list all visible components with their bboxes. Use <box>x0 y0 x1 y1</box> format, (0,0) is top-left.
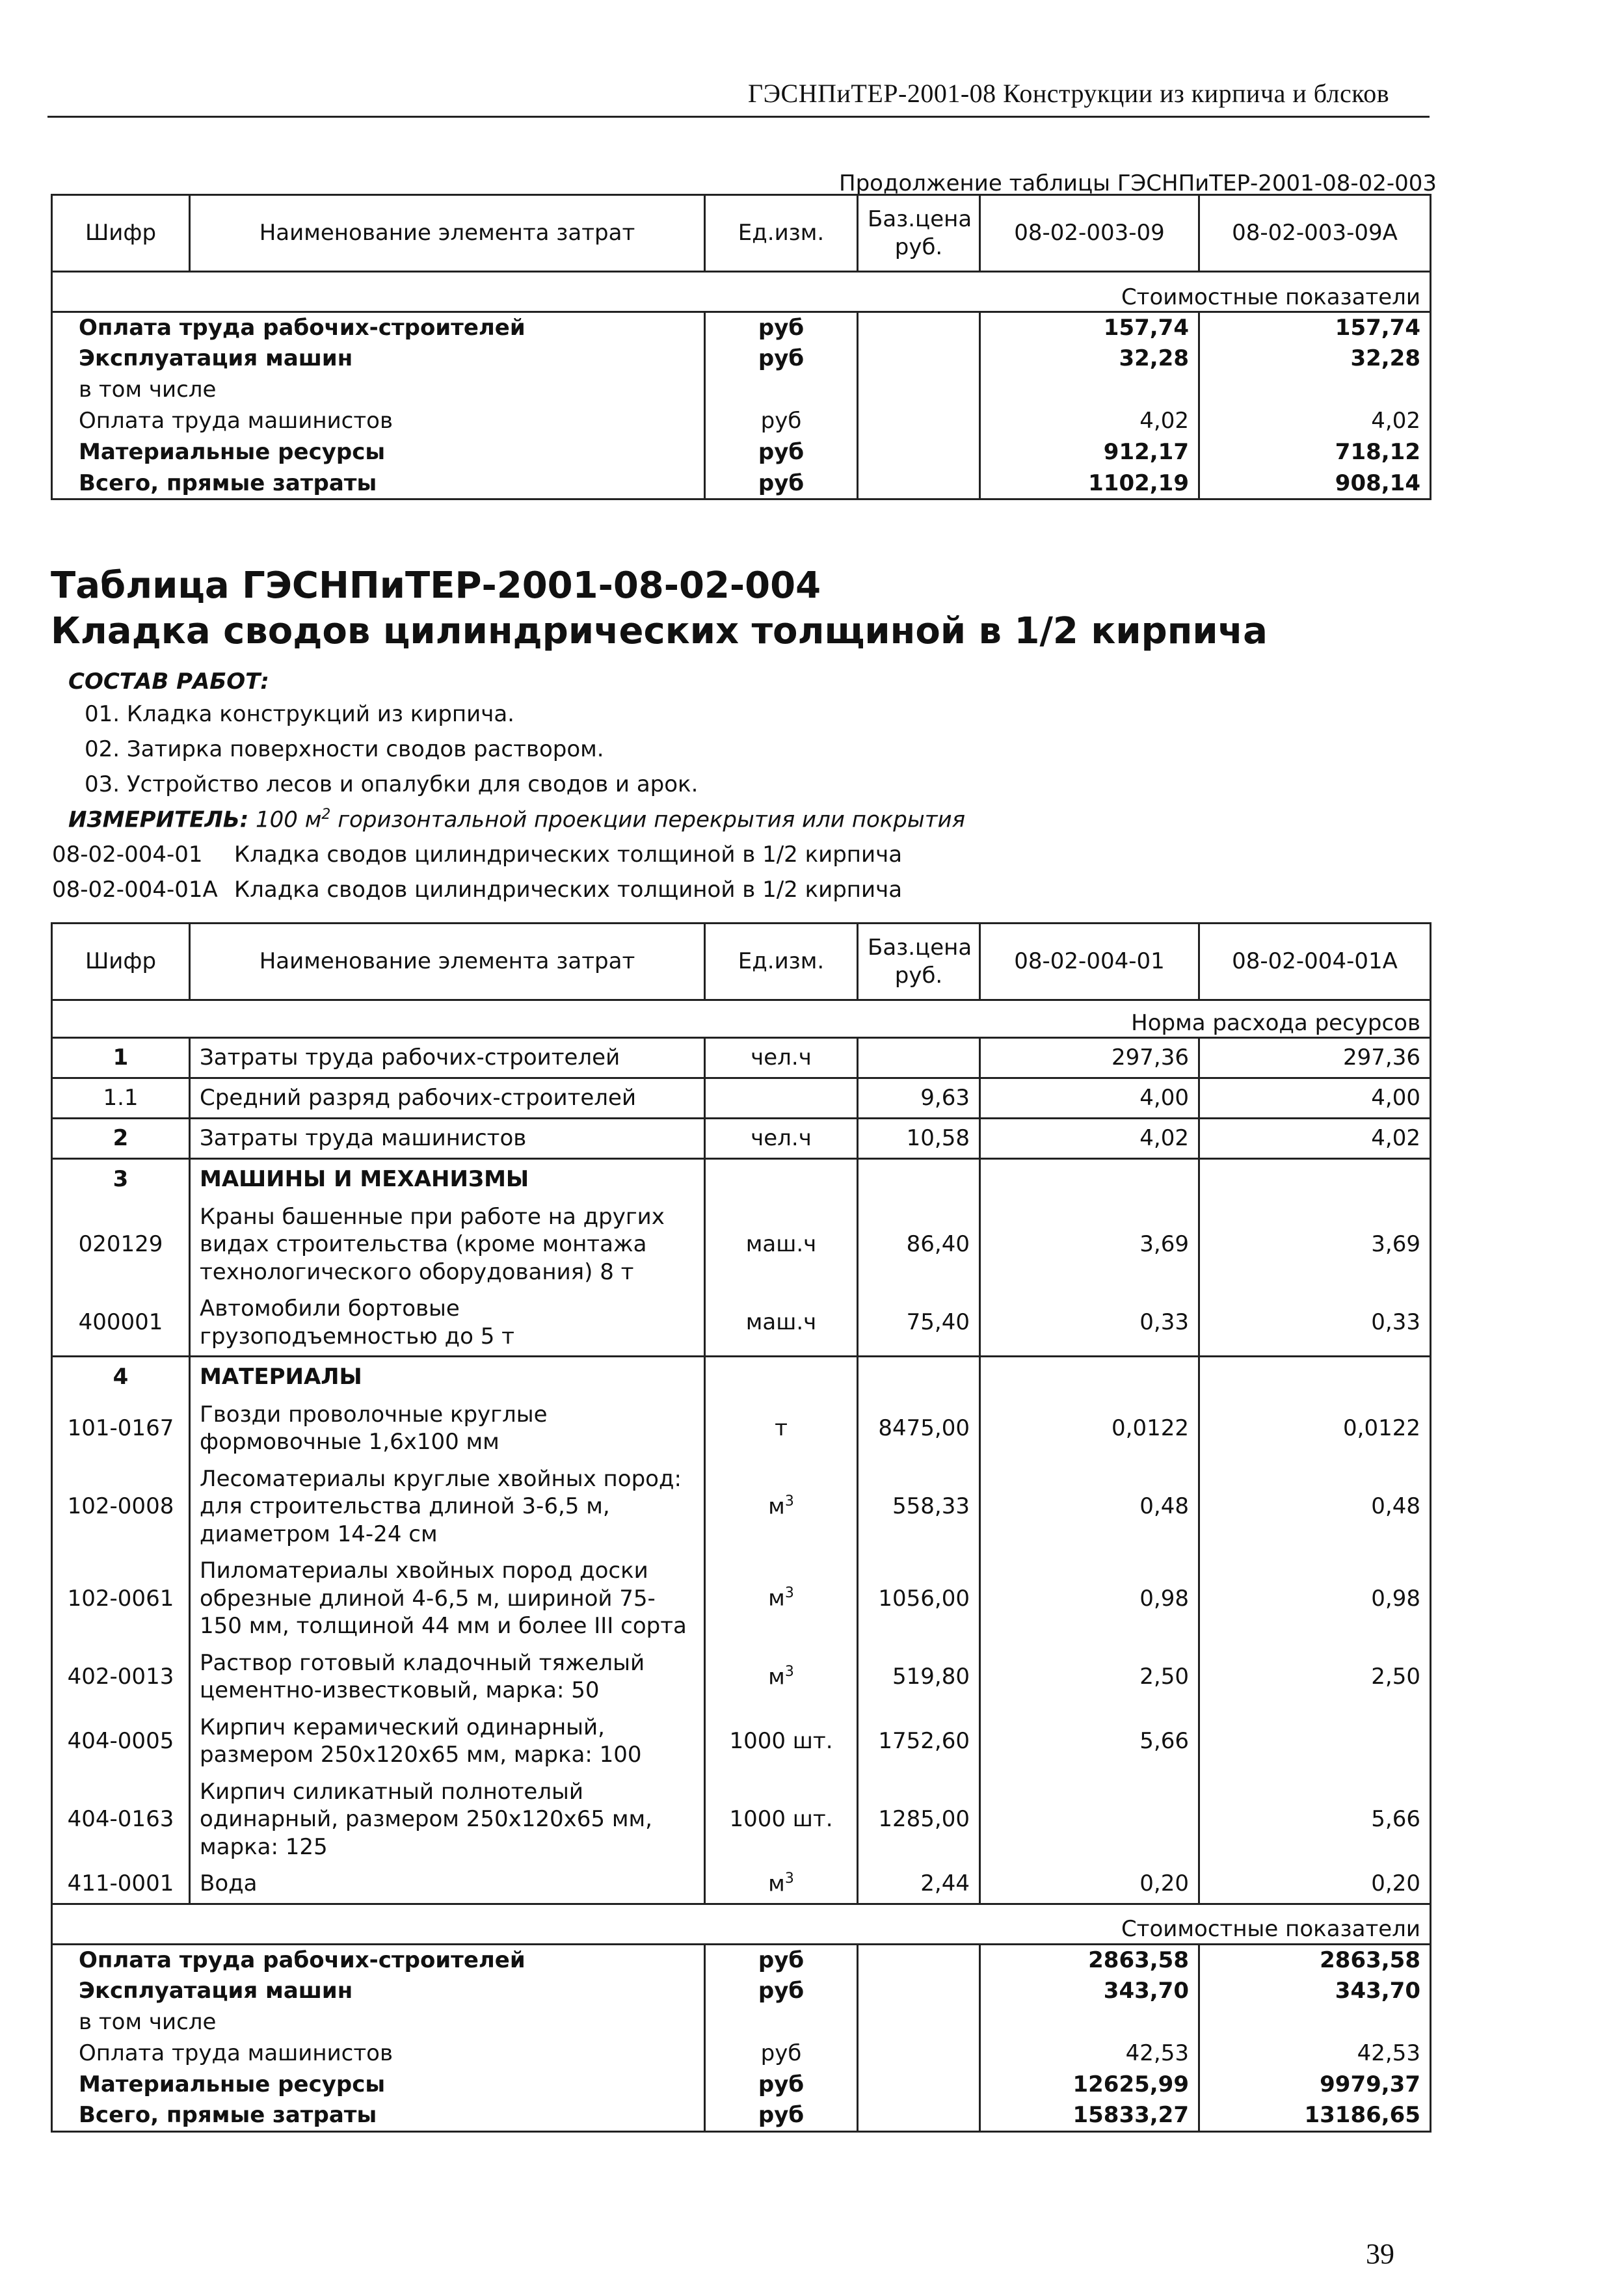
resource-price: 1752,60 <box>858 1710 980 1774</box>
unit-sup: 3 <box>784 1870 794 1887</box>
resource-code: 101-0167 <box>52 1397 190 1461</box>
resource-code: 404-0163 <box>52 1774 190 1867</box>
cost-value-1: 42,53 <box>980 2038 1199 2069</box>
resource-value-2: 5,66 <box>1199 1774 1431 1867</box>
cost-name: Оплата труда машинистов <box>52 406 705 437</box>
resource-value-2: 0,20 <box>1199 1866 1431 1904</box>
cost-value-2: 9979,37 <box>1199 2069 1431 2100</box>
code-text: Кладка сводов цилиндрических толщиной в 1/2 кирпича <box>234 842 903 868</box>
section-empty <box>858 1159 980 1199</box>
cost-value-2: 343,70 <box>1199 1975 1431 2006</box>
row-value-1: 4,00 <box>980 1078 1199 1119</box>
unit-text: м <box>768 1870 785 1897</box>
section-header-row <box>52 1357 1431 1397</box>
cost-unit: руб <box>705 2069 858 2100</box>
resource-unit <box>705 1553 858 1645</box>
cost-price <box>858 312 980 343</box>
resource-name: Краны башенные при работе на других видах строительства (кроме монтажа технологического оборудования) 8 т <box>190 1199 705 1292</box>
cost-row <box>52 312 1431 343</box>
cost-value-1: 912,17 <box>980 437 1199 468</box>
measurer-line <box>68 806 965 832</box>
resource-value-1: 0,48 <box>980 1461 1199 1554</box>
row-value-1: 4,02 <box>980 1119 1199 1159</box>
section-empty <box>1199 1159 1431 1199</box>
cost-value-2: 2863,58 <box>1199 1944 1431 1975</box>
cost-row <box>52 2069 1431 2100</box>
cost-value-2 <box>1199 2006 1431 2038</box>
resource-value-2: 0,33 <box>1199 1291 1431 1357</box>
cost-unit: руб <box>705 2100 858 2131</box>
row-price: 10,58 <box>858 1119 980 1159</box>
resource-code: 102-0061 <box>52 1553 190 1645</box>
resource-name: Раствор готовый кладочный тяжелый цементно-известковый, марка: 50 <box>190 1645 705 1710</box>
row-name: Затраты труда машинистов <box>190 1119 705 1159</box>
resource-value-1: 2,50 <box>980 1645 1199 1710</box>
section-empty <box>705 1357 858 1397</box>
unit-text: м <box>768 1585 785 1612</box>
code-description <box>52 877 902 903</box>
row-code: 2 <box>52 1119 190 1159</box>
section-header-row <box>52 1159 1431 1199</box>
resource-value-2: 3,69 <box>1199 1199 1431 1292</box>
section-name: МАТЕРИАЛЫ <box>190 1357 705 1397</box>
cost-row <box>52 2006 1431 2038</box>
cost-unit: руб <box>705 312 858 343</box>
resource-value-1: 0,20 <box>980 1866 1199 1904</box>
row-code: 1 <box>52 1038 190 1078</box>
header-rule <box>47 116 1430 118</box>
cost-price <box>858 437 980 468</box>
norm-label: Норма расхода ресурсов <box>52 1000 1431 1038</box>
resource-value-2: 0,98 <box>1199 1553 1431 1645</box>
cost-row <box>52 343 1431 375</box>
resource-name: Автомобили бортовые грузоподъемностью до 5 т <box>190 1291 705 1357</box>
row-value-1: 297,36 <box>980 1038 1199 1078</box>
cost-price <box>858 375 980 406</box>
cost-value-2: 157,74 <box>1199 312 1431 343</box>
cost-unit: руб <box>705 406 858 437</box>
unit-sup: 3 <box>784 1585 794 1602</box>
resource-value-1: 0,33 <box>980 1291 1199 1357</box>
header-unit: Ед.изм. <box>705 195 858 272</box>
page-number: 39 <box>1366 2238 1394 2270</box>
cost-unit: руб <box>705 1944 858 1975</box>
cost-unit: руб <box>705 343 858 375</box>
resource-value-1: 3,69 <box>980 1199 1199 1292</box>
section-code: 4 <box>52 1357 190 1397</box>
unit-text: маш.ч <box>745 1309 817 1336</box>
cost-price <box>858 1944 980 1975</box>
resource-code: 402-0013 <box>52 1645 190 1710</box>
cost-value-2 <box>1199 375 1431 406</box>
row-unit: чел.ч <box>705 1038 858 1078</box>
resource-row <box>52 1645 1431 1710</box>
cost-name: Оплата труда рабочих-строителей <box>52 312 705 343</box>
resource-value-2: 0,48 <box>1199 1461 1431 1554</box>
resource-unit <box>705 1710 858 1774</box>
resource-price: 86,40 <box>858 1199 980 1292</box>
row-price: 9,63 <box>858 1078 980 1119</box>
cost-section <box>52 1944 1431 2131</box>
cost-price <box>858 2038 980 2069</box>
resource-name: Пиломатериалы хвойных пород доски обрезные длиной 4-6,5 м, шириной 75-150 мм, толщиной 44 мм и более III сорта <box>190 1553 705 1645</box>
resource-row <box>52 1774 1431 1867</box>
cost-row <box>52 1944 1431 1975</box>
resource-unit <box>705 1461 858 1554</box>
resource-code: 020129 <box>52 1199 190 1292</box>
measurer-sup: 2 <box>321 806 331 823</box>
header-price: Баз.цена руб. <box>858 924 980 1000</box>
code: 08-02-004-01А <box>52 877 218 903</box>
row-value-2: 4,02 <box>1199 1119 1431 1159</box>
resource-price: 558,33 <box>858 1461 980 1554</box>
cost-name: в том числе <box>52 375 705 406</box>
cost-price <box>858 406 980 437</box>
resource-name: Кирпич силикатный полнотелый одинарный, размером 250х120х65 мм, марка: 125 <box>190 1774 705 1867</box>
row-value-2: 297,36 <box>1199 1038 1431 1078</box>
cost-name: Оплата труда рабочих-строителей <box>52 1944 705 1975</box>
cost-label: Стоимостные показатели <box>52 1904 1431 1944</box>
resource-row <box>52 1199 1431 1292</box>
cost-name: Эксплуатация машин <box>52 1975 705 2006</box>
resource-code: 102-0008 <box>52 1461 190 1554</box>
section-empty <box>1199 1357 1431 1397</box>
cost-table-continued <box>51 194 1431 500</box>
cost-value-1: 15833,27 <box>980 2100 1199 2131</box>
unit-text: маш.ч <box>745 1231 817 1257</box>
cost-value-1: 1102,19 <box>980 468 1199 499</box>
row-name: Затраты труда рабочих-строителей <box>190 1038 705 1078</box>
resource-unit <box>705 1866 858 1904</box>
table-title: Таблица ГЭСНПиТЕР-2001-08-02-004 <box>51 565 821 607</box>
header-col1: 08-02-004-01 <box>980 924 1199 1000</box>
table1-body <box>52 312 1431 499</box>
table-continuation-label: Продолжение таблицы ГЭСНПиТЕР-2001-08-02-003 <box>839 170 1437 196</box>
cost-unit: руб <box>705 468 858 499</box>
resource-code: 411-0001 <box>52 1866 190 1904</box>
cost-unit <box>705 2006 858 2038</box>
section-code: 3 <box>52 1159 190 1199</box>
code-description <box>52 842 902 868</box>
work-item: 02. Затирка поверхности сводов раствором. <box>85 736 604 762</box>
cost-name: в том числе <box>52 2006 705 2038</box>
cost-value-1: 4,02 <box>980 406 1199 437</box>
header-code: Шифр <box>52 195 190 272</box>
code: 08-02-004-01 <box>52 842 203 868</box>
cost-value-1 <box>980 375 1199 406</box>
cost-value-2: 32,28 <box>1199 343 1431 375</box>
header-col2: 08-02-003-09А <box>1199 195 1431 272</box>
cost-value-1: 343,70 <box>980 1975 1199 2006</box>
section-empty <box>980 1159 1199 1199</box>
cost-value-1: 12625,99 <box>980 2069 1199 2100</box>
resource-code: 404-0005 <box>52 1710 190 1774</box>
work-item: 01. Кладка конструкций из кирпича. <box>85 701 514 727</box>
cost-unit <box>705 375 858 406</box>
unit-text: т <box>775 1415 788 1441</box>
table-subtitle: Кладка сводов цилиндрических толщиной в 1/2 кирпича <box>51 610 1268 652</box>
machines-section <box>52 1159 1431 1357</box>
resource-unit <box>705 1774 858 1867</box>
cost-name: Материальные ресурсы <box>52 437 705 468</box>
cost-row <box>52 437 1431 468</box>
header-name: Наименование элемента затрат <box>190 195 705 272</box>
cost-price <box>858 2006 980 2038</box>
cost-price <box>858 343 980 375</box>
resource-price: 75,40 <box>858 1291 980 1357</box>
section-name: МАШИНЫ И МЕХАНИЗМЫ <box>190 1159 705 1199</box>
cost-value-1: 2863,58 <box>980 1944 1199 1975</box>
measurer-unit: 100 м <box>256 806 322 833</box>
cost-name: Всего, прямые затраты <box>52 2100 705 2131</box>
cost-price <box>858 2069 980 2100</box>
resource-table <box>51 922 1431 2133</box>
measurer-text: горизонтальной проекции перекрытия или покрытия <box>330 806 966 833</box>
row-code: 1.1 <box>52 1078 190 1119</box>
resource-price: 2,44 <box>858 1866 980 1904</box>
resource-row <box>52 1397 1431 1461</box>
work-composition-label: СОСТАВ РАБОТ: <box>68 669 269 695</box>
header-code: Шифр <box>52 924 190 1000</box>
row-unit: чел.ч <box>705 1119 858 1159</box>
row-price <box>858 1038 980 1078</box>
cost-unit: руб <box>705 437 858 468</box>
resource-value-1: 5,66 <box>980 1710 1199 1774</box>
resource-unit <box>705 1291 858 1357</box>
resource-price: 8475,00 <box>858 1397 980 1461</box>
cost-row <box>52 468 1431 499</box>
unit-text: м <box>768 1493 785 1520</box>
materials-section <box>52 1357 1431 1904</box>
unit-text: м <box>768 1663 785 1690</box>
measurer-label: ИЗМЕРИТЕЛЬ: <box>68 806 249 833</box>
resource-price: 1056,00 <box>858 1553 980 1645</box>
resource-code: 400001 <box>52 1291 190 1357</box>
resource-price: 519,80 <box>858 1645 980 1710</box>
header-unit: Ед.изм. <box>705 924 858 1000</box>
cost-row <box>52 2100 1431 2131</box>
cost-name: Эксплуатация машин <box>52 343 705 375</box>
resource-value-2 <box>1199 1710 1431 1774</box>
cost-unit: руб <box>705 2038 858 2069</box>
cost-value-1 <box>980 2006 1199 2038</box>
resource-value-1: 0,0122 <box>980 1397 1199 1461</box>
unit-text: 1000 шт. <box>729 1727 833 1754</box>
cost-value-2: 42,53 <box>1199 2038 1431 2069</box>
cost-row <box>52 406 1431 437</box>
resource-row <box>52 1553 1431 1645</box>
row-value-2: 4,00 <box>1199 1078 1431 1119</box>
cost-value-1: 32,28 <box>980 343 1199 375</box>
resource-row <box>52 1291 1431 1357</box>
resource-name: Лесоматериалы круглые хвойных пород: для строительства длиной 3-6,5 м, диаметром 14-24 см <box>190 1461 705 1554</box>
header-col2: 08-02-004-01А <box>1199 924 1431 1000</box>
resource-name: Кирпич керамический одинарный, размером 250х120х65 мм, марка: 100 <box>190 1710 705 1774</box>
section-empty <box>980 1357 1199 1397</box>
section-label: Стоимостные показатели <box>52 272 1431 312</box>
resource-unit <box>705 1397 858 1461</box>
cost-value-1: 157,74 <box>980 312 1199 343</box>
running-header: ГЭСНПиТЕР-2001-08 Конструкции из кирпича и блсков <box>748 79 1390 108</box>
cost-row <box>52 1975 1431 2006</box>
resource-row <box>52 1461 1431 1554</box>
cost-price <box>858 468 980 499</box>
cost-unit: руб <box>705 1975 858 2006</box>
resource-name: Вода <box>190 1866 705 1904</box>
header-col1: 08-02-003-09 <box>980 195 1199 272</box>
row-unit <box>705 1078 858 1119</box>
resource-name: Гвозди проволочные круглые формовочные 1,6х100 мм <box>190 1397 705 1461</box>
resource-row <box>52 1866 1431 1904</box>
cost-row <box>52 375 1431 406</box>
unit-sup: 3 <box>784 1493 794 1510</box>
cost-name: Материальные ресурсы <box>52 2069 705 2100</box>
unit-text: 1000 шт. <box>729 1806 833 1832</box>
resource-price: 1285,00 <box>858 1774 980 1867</box>
cost-row <box>52 2038 1431 2069</box>
cost-name: Всего, прямые затраты <box>52 468 705 499</box>
cost-value-2: 13186,65 <box>1199 2100 1431 2131</box>
resource-value-1: 0,98 <box>980 1553 1199 1645</box>
cost-name: Оплата труда машинистов <box>52 2038 705 2069</box>
cost-price <box>858 1975 980 2006</box>
unit-sup: 3 <box>784 1663 794 1680</box>
section-empty <box>705 1159 858 1199</box>
cost-value-2: 4,02 <box>1199 406 1431 437</box>
cost-value-2: 908,14 <box>1199 468 1431 499</box>
header-name: Наименование элемента затрат <box>190 924 705 1000</box>
code-text: Кладка сводов цилиндрических толщиной в 1/2 кирпича <box>234 877 903 903</box>
work-item: 03. Устройство лесов и опалубки для сводов и арок. <box>85 771 699 797</box>
resource-value-2: 0,0122 <box>1199 1397 1431 1461</box>
resource-value-1 <box>980 1774 1199 1867</box>
resource-unit <box>705 1645 858 1710</box>
resource-value-2: 2,50 <box>1199 1645 1431 1710</box>
cost-price <box>858 2100 980 2131</box>
cost-value-2: 718,12 <box>1199 437 1431 468</box>
row-name: Средний разряд рабочих-строителей <box>190 1078 705 1119</box>
section-empty <box>858 1357 980 1397</box>
resource-row <box>52 1710 1431 1774</box>
header-price: Баз.цена руб. <box>858 195 980 272</box>
resource-unit <box>705 1199 858 1292</box>
